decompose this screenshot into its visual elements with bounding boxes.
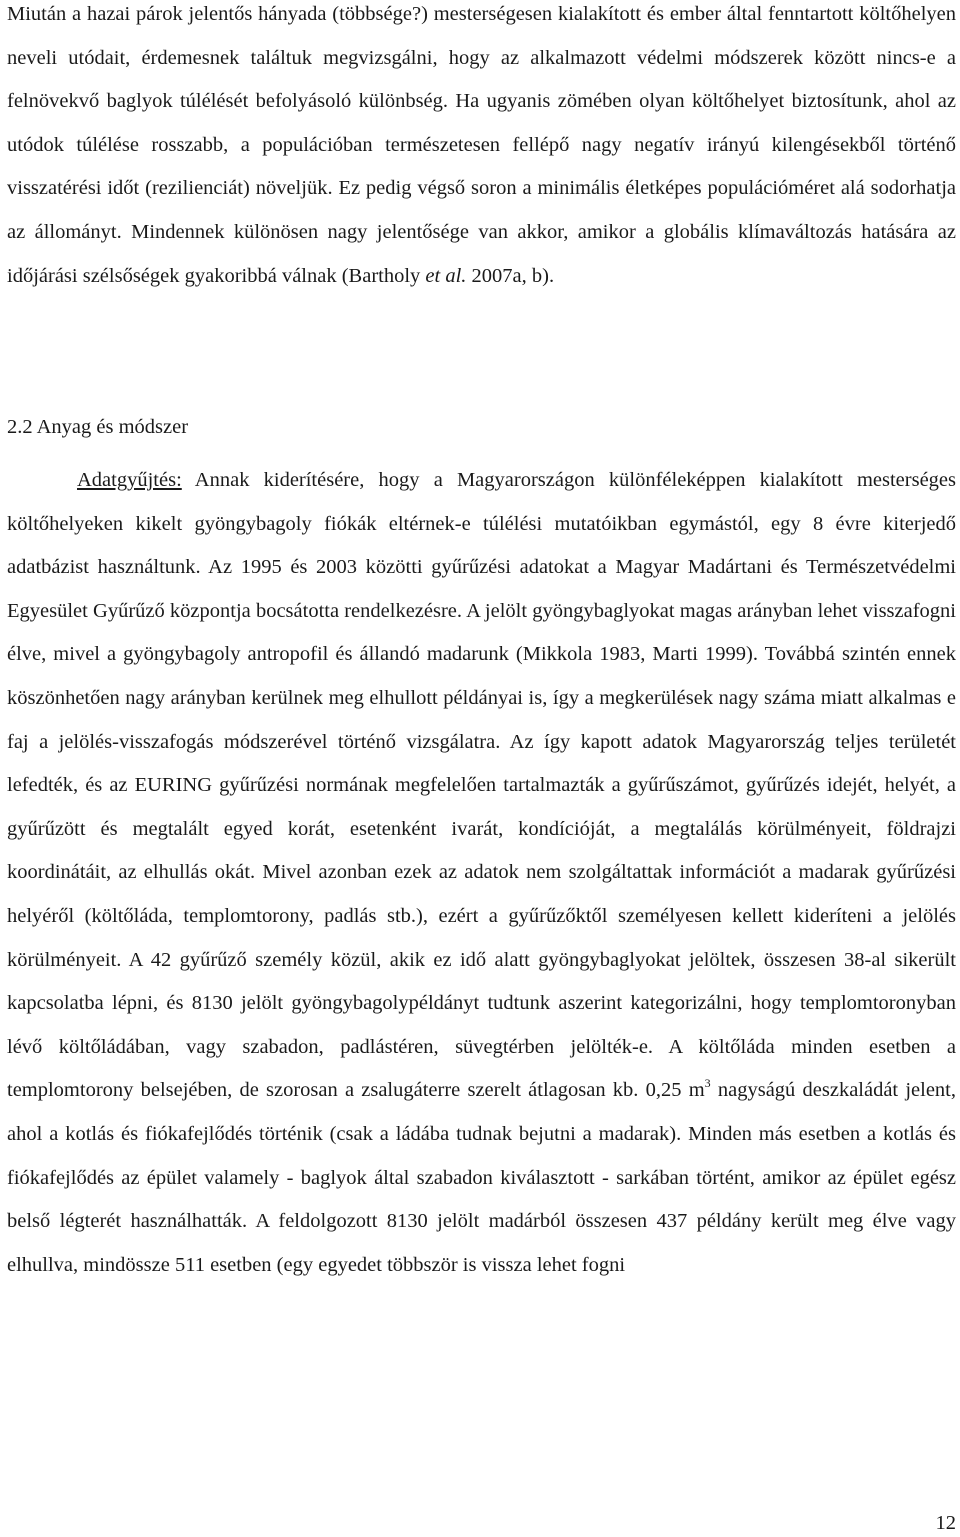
methods-paragraph-text-continued: nagyságú deszkaládát jelent, ahol a kotlás és fiókafejlődés történik (csak a ládába tudnak bejutni a madarak). Minden más esetben a kotlás és fiókafejlődés az épület valamely - baglyok által szabadon kiválasztott - sarkában történt, amikor az épület egész belső légterét használhatták. A feldolgozott 8130 jelölt madárból összesen 437 példány került meg élve vagy elhullva, mindössze 511 esetben (egy egyedet többször is vissza lehet fogni [7,1079,956,1276]
section-heading: 2.2 Anyag és módszer [7,416,189,438]
data-collection-label: Adatgyűjtés: [77,469,182,491]
intro-paragraph-citation-end: 2007a, b). [466,264,555,287]
cubic-superscript: 3 [704,1076,711,1091]
page-number: 12 [935,1512,956,1534]
methods-paragraph-text: Annak kiderítésére, hogy a Magyarországon különféleképpen kialakított mesterséges költőhelyeken kikelt gyöngybagoly fiókák eltérnek-e túlélési mutatóikban egymástól, egy 8 évre kiterjedő adatbázist használtunk. Az 1995 és 2003 közötti gyűrűzési adatokat a Magyar Madártani és Természetvédelmi Egyesület Gyűrűző központja bocsátotta rendelkezésre. A jelölt gyöngybaglyokat magas arányban lehet visszafogni élve, mivel a gyöngybagoly antropofil és állandó madarunk (Mikkola 1983, Marti 1999). Továbbá szintén ennek köszönhetően nagy arányban kerülnek meg elhullott példányai is, így a megkerülések nagy száma miatt alkalmas e faj a jelölés-visszafogás módszerével történő vizsgálatra. Az így kapott adatok Magyarország teljes területét lefedték, és az EURING gyűrűzési normának megfelelően tartalmazták a gyűrűszámot, gyűrűzés idejét, helyét, a gyűrűzött és megtalált egyed korát, esetenként ivarát, kondícióját, a megtalálás körülményeit, földrajzi koordinátáit, az elhullás okát. Mivel azonban ezek az adatok nem szolgáltattak információt a madarak gyűrűzési helyéről (költőláda, templomtorony, padlás stb.), ezért a gyűrűzőktől személyesen kellett kideríteni a jelölés körülményeit. A 42 gyűrűző személy közül, akik ez idő alatt gyöngybaglyokat jelöltek, összesen 38-al sikerült kapcsolatba lépni, és 8130 jelölt gyöngybagolypéldányt tudtunk aszerint kategorizálni, hogy templomtoronyban lévő költőládában, vagy szabadon, padlástéren, süvegtérben jelölték-e. A költőláda minden esetben a templomtorony belsejében, de szorosan a zsalugáterre szerelt átlagosan kb. 0,25 m [7,469,956,1102]
intro-paragraph-text: Miután a hazai párok jelentős hányada (többsége?) mesterségesen kialakított és ember által fenntartott költőhelyen neveli utódait, érdemesnek találtuk megvizsgálni, hogy az alkalmazott védelmi módszerek között nincs-e a felnövekvő baglyok túlélését befolyásoló különbség. Ha ugyanis zömében olyan költőhelyet biztosítunk, ahol az utódok túlélése rosszabb, a populációban természetesen fellépő nagy negatív irányú kilengésekből történő visszatérési időt (rezilienciát) növeljük. Ez pedig végső soron a minimális életképes populációméret alá sodorhatja az állományt. Mindennek különösen nagy jelentősége van akkor, amikor a globális klímaváltozás hatására az időjárási szélsőségek gyakoribbá válnak (Bartholy [7,3,956,287]
methods-paragraph [7,459,956,1287]
et-al-italic: et al. [425,264,467,287]
intro-paragraph [7,0,956,298]
